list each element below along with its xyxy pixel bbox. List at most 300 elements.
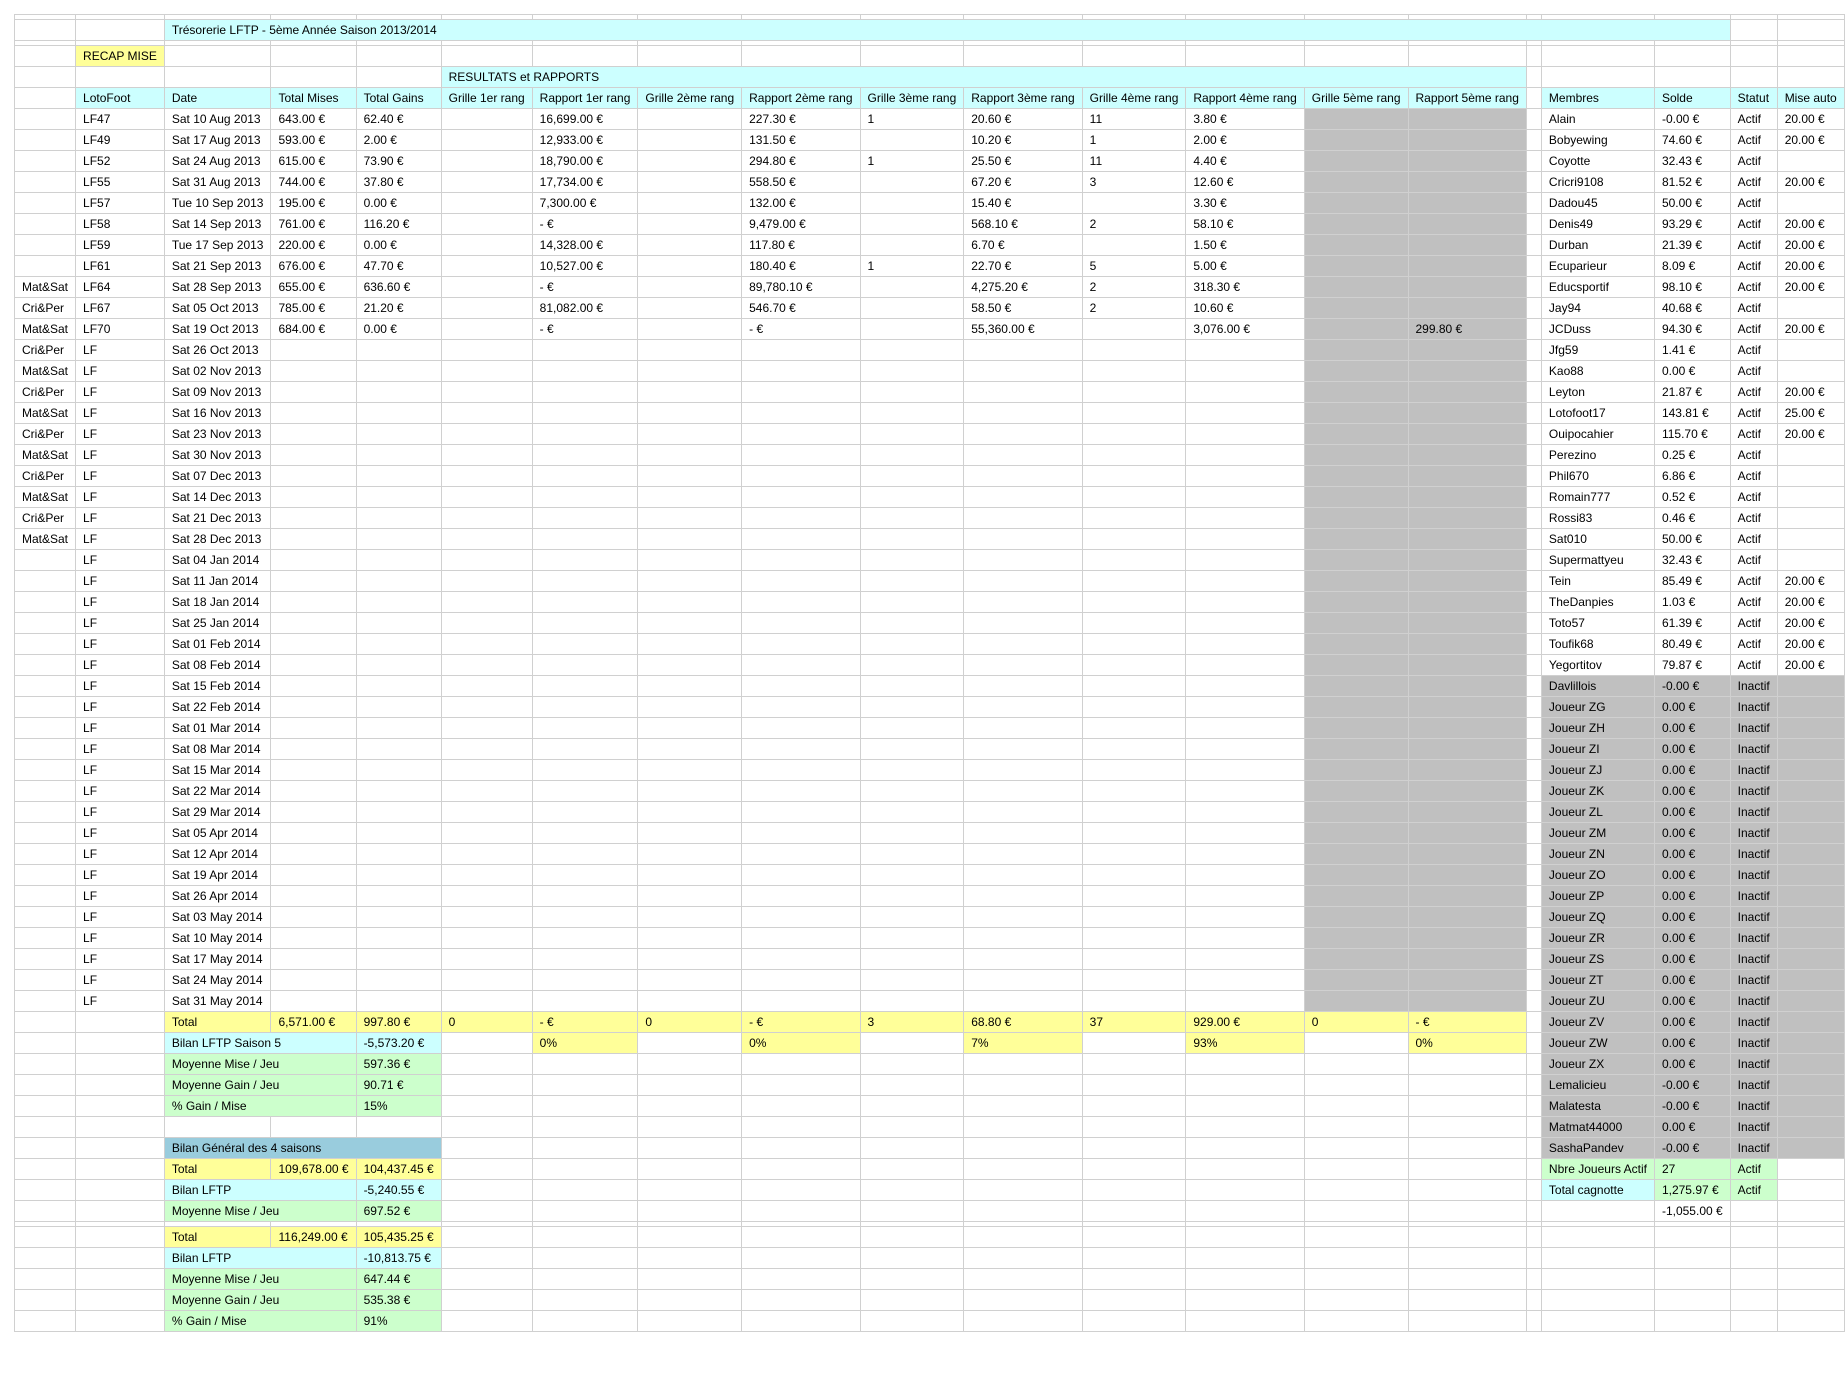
rapport1-cell[interactable] <box>532 655 638 676</box>
cell[interactable] <box>1526 172 1541 193</box>
rapport5-cell[interactable] <box>1408 130 1526 151</box>
cell[interactable] <box>638 1117 742 1138</box>
rapport2-cell[interactable] <box>742 697 860 718</box>
cell[interactable] <box>1304 1290 1408 1311</box>
bilan-saison-label[interactable]: Bilan LFTP Saison 5 <box>164 1033 356 1054</box>
member-statut[interactable]: Inactif <box>1730 1117 1777 1138</box>
member-statut[interactable]: Inactif <box>1730 907 1777 928</box>
rapport1-cell[interactable] <box>532 907 638 928</box>
date-cell[interactable]: Sat 08 Feb 2014 <box>164 655 271 676</box>
member-solde[interactable]: 0.00 € <box>1654 970 1730 991</box>
cell[interactable] <box>1186 1269 1304 1290</box>
group-cell[interactable] <box>15 130 76 151</box>
rapport3-cell[interactable] <box>964 991 1082 1012</box>
grille3-cell[interactable] <box>860 403 964 424</box>
rapport2-cell[interactable] <box>742 634 860 655</box>
cell[interactable] <box>1304 1201 1408 1222</box>
group-cell[interactable] <box>15 823 76 844</box>
rapport1-cell[interactable] <box>532 382 638 403</box>
cell[interactable] <box>1526 340 1541 361</box>
member-solde[interactable]: 0.00 € <box>1654 991 1730 1012</box>
cell[interactable] <box>76 1117 165 1138</box>
date-cell[interactable]: Sat 19 Apr 2014 <box>164 865 271 886</box>
cell[interactable] <box>441 1227 532 1248</box>
cell[interactable] <box>1526 361 1541 382</box>
rapport5-cell[interactable] <box>1408 592 1526 613</box>
rapport2-cell[interactable] <box>742 718 860 739</box>
rapport4-cell[interactable]: 1.50 € <box>1186 235 1304 256</box>
member-mise-auto[interactable] <box>1777 949 1844 970</box>
date-cell[interactable]: Sat 03 May 2014 <box>164 907 271 928</box>
date-cell[interactable]: Sat 14 Dec 2013 <box>164 487 271 508</box>
mises-cell[interactable]: 655.00 € <box>271 277 356 298</box>
lotofoot-cell[interactable]: LF <box>76 424 165 445</box>
grille4-cell[interactable] <box>1082 403 1186 424</box>
grille1-cell[interactable] <box>441 676 532 697</box>
date-cell[interactable]: Sat 22 Mar 2014 <box>164 781 271 802</box>
rapport2-cell[interactable]: 180.40 € <box>742 256 860 277</box>
general-total-gains[interactable]: 104,437.45 € <box>356 1159 441 1180</box>
rapport2-cell[interactable] <box>742 676 860 697</box>
rapport4-cell[interactable]: 5.00 € <box>1186 256 1304 277</box>
gains-cell[interactable] <box>356 340 441 361</box>
grille5-cell[interactable] <box>1304 298 1408 319</box>
gains-cell[interactable]: 0.00 € <box>356 193 441 214</box>
extra-value[interactable]: -1,055.00 € <box>1654 1201 1730 1222</box>
cell[interactable] <box>742 1159 860 1180</box>
grille1-cell[interactable] <box>441 361 532 382</box>
rapport3-cell[interactable]: 25.50 € <box>964 151 1082 172</box>
member-statut[interactable]: Inactif <box>1730 697 1777 718</box>
member-statut[interactable]: Inactif <box>1730 823 1777 844</box>
member-mise-auto[interactable]: 20.00 € <box>1777 319 1844 340</box>
rapport4-cell[interactable] <box>1186 928 1304 949</box>
rapport2-cell[interactable]: 132.00 € <box>742 193 860 214</box>
cell[interactable] <box>1082 1201 1186 1222</box>
total-r1[interactable]: - € <box>532 1012 638 1033</box>
cell[interactable] <box>15 1096 76 1117</box>
lotofoot-cell[interactable]: LF <box>76 907 165 928</box>
grille3-cell[interactable] <box>860 739 964 760</box>
rapport3-cell[interactable] <box>964 382 1082 403</box>
grille1-cell[interactable] <box>441 655 532 676</box>
rapport2-cell[interactable] <box>742 739 860 760</box>
member-solde[interactable]: 115.70 € <box>1654 424 1730 445</box>
member-solde[interactable]: 94.30 € <box>1654 319 1730 340</box>
cell[interactable] <box>964 1311 1082 1332</box>
rapport4-cell[interactable] <box>1186 508 1304 529</box>
cell[interactable] <box>76 1180 165 1201</box>
member-mise-auto[interactable] <box>1777 529 1844 550</box>
member-solde[interactable]: 0.25 € <box>1654 445 1730 466</box>
member-mise-auto[interactable]: 20.00 € <box>1777 172 1844 193</box>
date-cell[interactable]: Sat 22 Feb 2014 <box>164 697 271 718</box>
gains-cell[interactable] <box>356 991 441 1012</box>
cell[interactable] <box>742 1269 860 1290</box>
member-statut[interactable]: Inactif <box>1730 1138 1777 1159</box>
member-name[interactable]: Joueur ZM <box>1541 823 1654 844</box>
member-solde[interactable]: 0.00 € <box>1654 697 1730 718</box>
member-name[interactable]: Toufik68 <box>1541 634 1654 655</box>
member-name[interactable]: Leyton <box>1541 382 1654 403</box>
grille1-cell[interactable] <box>441 949 532 970</box>
mises-cell[interactable]: 220.00 € <box>271 235 356 256</box>
cell[interactable] <box>638 1138 742 1159</box>
total-cagnotte-statut[interactable]: Actif <box>1730 1180 1777 1201</box>
cell[interactable] <box>638 1096 742 1117</box>
cell[interactable] <box>15 88 76 109</box>
gains-cell[interactable] <box>356 718 441 739</box>
rapport3-cell[interactable] <box>964 634 1082 655</box>
grille4-cell[interactable] <box>1082 613 1186 634</box>
grille4-cell[interactable] <box>1082 529 1186 550</box>
member-solde[interactable]: 0.00 € <box>1654 760 1730 781</box>
group-cell[interactable]: Mat&Sat <box>15 487 76 508</box>
date-cell[interactable]: Sat 08 Mar 2014 <box>164 739 271 760</box>
cell[interactable] <box>441 1096 532 1117</box>
member-solde[interactable]: 8.09 € <box>1654 256 1730 277</box>
grille1-cell[interactable] <box>441 781 532 802</box>
member-statut[interactable]: Inactif <box>1730 970 1777 991</box>
date-cell[interactable]: Sat 01 Feb 2014 <box>164 634 271 655</box>
mises-cell[interactable]: 761.00 € <box>271 214 356 235</box>
member-statut[interactable]: Actif <box>1730 277 1777 298</box>
cell[interactable] <box>1526 613 1541 634</box>
cell[interactable] <box>15 1033 76 1054</box>
rapport5-cell[interactable] <box>1408 781 1526 802</box>
rapport1-cell[interactable] <box>532 424 638 445</box>
rapport3-cell[interactable]: 15.40 € <box>964 193 1082 214</box>
grille5-cell[interactable] <box>1304 256 1408 277</box>
rapport2-cell[interactable] <box>742 529 860 550</box>
rapport5-cell[interactable] <box>1408 928 1526 949</box>
cell[interactable] <box>860 1054 964 1075</box>
rapport3-cell[interactable] <box>964 928 1082 949</box>
gains-cell[interactable] <box>356 403 441 424</box>
rapport5-cell[interactable] <box>1408 424 1526 445</box>
rapport1-cell[interactable]: 14,328.00 € <box>532 235 638 256</box>
rapport1-cell[interactable]: 7,300.00 € <box>532 193 638 214</box>
member-solde[interactable]: 0.52 € <box>1654 487 1730 508</box>
cell[interactable] <box>1082 46 1186 67</box>
member-name[interactable]: Bobyewing <box>1541 130 1654 151</box>
cell[interactable] <box>1082 1054 1186 1075</box>
cell[interactable] <box>1408 1054 1526 1075</box>
member-statut[interactable]: Actif <box>1730 214 1777 235</box>
rapport3-cell[interactable] <box>964 886 1082 907</box>
grille2-cell[interactable] <box>638 697 742 718</box>
grille5-cell[interactable] <box>1304 130 1408 151</box>
gains-cell[interactable] <box>356 928 441 949</box>
member-mise-auto[interactable] <box>1777 361 1844 382</box>
rapport1-cell[interactable] <box>532 676 638 697</box>
cell[interactable] <box>271 1117 356 1138</box>
group-cell[interactable] <box>15 907 76 928</box>
member-name[interactable]: Yegortitov <box>1541 655 1654 676</box>
cell[interactable] <box>15 1180 76 1201</box>
lotofoot-cell[interactable]: LF49 <box>76 130 165 151</box>
rapport5-cell[interactable] <box>1408 172 1526 193</box>
cell[interactable] <box>860 1248 964 1269</box>
cell[interactable] <box>532 1311 638 1332</box>
cell[interactable] <box>1730 1269 1777 1290</box>
cell[interactable] <box>1777 1248 1844 1269</box>
group-cell[interactable] <box>15 949 76 970</box>
mises-cell[interactable] <box>271 760 356 781</box>
gains-cell[interactable]: 37.80 € <box>356 172 441 193</box>
cell[interactable] <box>1526 592 1541 613</box>
cell[interactable] <box>1526 1311 1541 1332</box>
group-cell[interactable] <box>15 193 76 214</box>
date-cell[interactable]: Sat 16 Nov 2013 <box>164 403 271 424</box>
rapport2-cell[interactable] <box>742 655 860 676</box>
rapport1-cell[interactable] <box>532 928 638 949</box>
grille3-cell[interactable] <box>860 361 964 382</box>
grille5-cell[interactable] <box>1304 571 1408 592</box>
rapport5-cell[interactable] <box>1408 739 1526 760</box>
overall-stat-label[interactable]: Moyenne Mise / Jeu <box>164 1269 356 1290</box>
grille4-cell[interactable] <box>1082 592 1186 613</box>
member-statut[interactable]: Inactif <box>1730 1054 1777 1075</box>
lotofoot-cell[interactable]: LF <box>76 949 165 970</box>
header-r3[interactable]: Rapport 3ème rang <box>964 88 1082 109</box>
grille2-cell[interactable] <box>638 487 742 508</box>
grille3-cell[interactable] <box>860 949 964 970</box>
rapport2-cell[interactable] <box>742 823 860 844</box>
grille4-cell[interactable] <box>1082 340 1186 361</box>
saison-stat-label[interactable]: Moyenne Mise / Jeu <box>164 1054 356 1075</box>
cell[interactable] <box>860 1138 964 1159</box>
cell[interactable] <box>638 1180 742 1201</box>
cell[interactable] <box>964 1138 1082 1159</box>
cell[interactable] <box>1526 46 1541 67</box>
grille1-cell[interactable] <box>441 424 532 445</box>
grille4-cell[interactable]: 1 <box>1082 130 1186 151</box>
gains-cell[interactable] <box>356 466 441 487</box>
grille5-cell[interactable] <box>1304 340 1408 361</box>
member-solde[interactable]: 0.00 € <box>1654 781 1730 802</box>
header-g3[interactable]: Grille 3ème rang <box>860 88 964 109</box>
cell[interactable] <box>1408 1248 1526 1269</box>
grille1-cell[interactable] <box>441 109 532 130</box>
nbre-joueurs-value[interactable]: 27 <box>1654 1159 1730 1180</box>
cell[interactable] <box>1304 1227 1408 1248</box>
rapport5-cell[interactable] <box>1408 445 1526 466</box>
rapport3-cell[interactable] <box>964 823 1082 844</box>
cell[interactable] <box>441 46 532 67</box>
rapport4-cell[interactable] <box>1186 802 1304 823</box>
lotofoot-cell[interactable]: LF <box>76 361 165 382</box>
cell[interactable] <box>532 1159 638 1180</box>
member-name[interactable]: Denis49 <box>1541 214 1654 235</box>
overall-total-label[interactable]: Total <box>164 1227 271 1248</box>
cell[interactable] <box>742 1054 860 1075</box>
resultats-rapports-label[interactable]: RESULTATS et RAPPORTS <box>441 67 1526 88</box>
member-name[interactable]: Perezino <box>1541 445 1654 466</box>
rapport4-cell[interactable] <box>1186 823 1304 844</box>
cell[interactable] <box>638 1201 742 1222</box>
cell[interactable] <box>1408 1075 1526 1096</box>
group-cell[interactable] <box>15 718 76 739</box>
mises-cell[interactable] <box>271 970 356 991</box>
date-cell[interactable]: Sat 05 Apr 2014 <box>164 823 271 844</box>
grille5-cell[interactable] <box>1304 760 1408 781</box>
grille4-cell[interactable] <box>1082 886 1186 907</box>
member-statut[interactable]: Actif <box>1730 445 1777 466</box>
gains-cell[interactable] <box>356 949 441 970</box>
rapport1-cell[interactable] <box>532 361 638 382</box>
lotofoot-cell[interactable]: LF <box>76 697 165 718</box>
grille5-cell[interactable] <box>1304 487 1408 508</box>
cell[interactable] <box>1526 1248 1541 1269</box>
cell[interactable] <box>1408 1138 1526 1159</box>
cell[interactable] <box>1541 1269 1654 1290</box>
cell[interactable] <box>1526 991 1541 1012</box>
date-cell[interactable]: Sat 30 Nov 2013 <box>164 445 271 466</box>
member-solde[interactable]: 50.00 € <box>1654 529 1730 550</box>
grille1-cell[interactable] <box>441 508 532 529</box>
cell[interactable] <box>860 1311 964 1332</box>
member-solde[interactable]: 0.00 € <box>1654 739 1730 760</box>
member-mise-auto[interactable] <box>1777 340 1844 361</box>
rapport4-cell[interactable] <box>1186 466 1304 487</box>
cell[interactable] <box>1526 214 1541 235</box>
member-mise-auto[interactable]: 20.00 € <box>1777 214 1844 235</box>
member-name[interactable]: Lemalicieu <box>1541 1075 1654 1096</box>
rapport2-cell[interactable] <box>742 991 860 1012</box>
grille5-cell[interactable] <box>1304 403 1408 424</box>
grille3-cell[interactable] <box>860 130 964 151</box>
cell[interactable] <box>15 1012 76 1033</box>
grille4-cell[interactable] <box>1082 655 1186 676</box>
gains-cell[interactable]: 73.90 € <box>356 151 441 172</box>
cell[interactable] <box>964 1180 1082 1201</box>
cell[interactable] <box>860 1180 964 1201</box>
rapport4-cell[interactable]: 2.00 € <box>1186 130 1304 151</box>
cell[interactable] <box>638 46 742 67</box>
rapport4-cell[interactable]: 3.80 € <box>1186 109 1304 130</box>
grille5-cell[interactable] <box>1304 277 1408 298</box>
cell[interactable] <box>1654 1227 1730 1248</box>
lotofoot-cell[interactable]: LF <box>76 550 165 571</box>
member-solde[interactable]: 79.87 € <box>1654 655 1730 676</box>
cell[interactable] <box>1777 1159 1844 1180</box>
grille1-cell[interactable] <box>441 193 532 214</box>
rapport1-cell[interactable] <box>532 634 638 655</box>
member-solde[interactable]: 0.00 € <box>1654 865 1730 886</box>
general-total-label[interactable]: Total <box>164 1159 271 1180</box>
member-name[interactable]: Joueur ZN <box>1541 844 1654 865</box>
total-r3[interactable]: 68.80 € <box>964 1012 1082 1033</box>
mises-cell[interactable] <box>271 928 356 949</box>
member-mise-auto[interactable] <box>1777 802 1844 823</box>
member-mise-auto[interactable] <box>1777 1075 1844 1096</box>
grille1-cell[interactable] <box>441 697 532 718</box>
rapport2-cell[interactable] <box>742 970 860 991</box>
nbre-joueurs-statut[interactable]: Actif <box>1730 1159 1777 1180</box>
member-solde[interactable]: 81.52 € <box>1654 172 1730 193</box>
rapport3-cell[interactable] <box>964 424 1082 445</box>
gains-cell[interactable]: 2.00 € <box>356 130 441 151</box>
cell[interactable] <box>742 1096 860 1117</box>
rapport5-cell[interactable] <box>1408 340 1526 361</box>
member-solde[interactable]: 0.00 € <box>1654 1117 1730 1138</box>
mises-cell[interactable] <box>271 424 356 445</box>
rapport1-cell[interactable] <box>532 403 638 424</box>
cell[interactable] <box>1526 907 1541 928</box>
cell[interactable] <box>532 1269 638 1290</box>
cell[interactable] <box>742 1290 860 1311</box>
rapport1-cell[interactable]: - € <box>532 277 638 298</box>
gains-cell[interactable] <box>356 487 441 508</box>
rapport5-cell[interactable] <box>1408 109 1526 130</box>
rapport5-cell[interactable] <box>1408 718 1526 739</box>
rapport3-cell[interactable] <box>964 403 1082 424</box>
grille4-cell[interactable] <box>1082 361 1186 382</box>
gains-cell[interactable] <box>356 361 441 382</box>
gains-cell[interactable]: 0.00 € <box>356 235 441 256</box>
member-solde[interactable]: 0.00 € <box>1654 886 1730 907</box>
member-mise-auto[interactable] <box>1777 697 1844 718</box>
member-mise-auto[interactable] <box>1777 1117 1844 1138</box>
lotofoot-cell[interactable]: LF <box>76 739 165 760</box>
cell[interactable] <box>1526 67 1541 88</box>
grille3-cell[interactable] <box>860 844 964 865</box>
rapport5-cell[interactable] <box>1408 949 1526 970</box>
group-cell[interactable] <box>15 235 76 256</box>
header-r4[interactable]: Rapport 4ème rang <box>1186 88 1304 109</box>
cell[interactable] <box>15 46 76 67</box>
member-solde[interactable]: 0.00 € <box>1654 1012 1730 1033</box>
grille1-cell[interactable] <box>441 718 532 739</box>
rapport3-cell[interactable]: 568.10 € <box>964 214 1082 235</box>
rapport2-cell[interactable]: 294.80 € <box>742 151 860 172</box>
member-statut[interactable]: Actif <box>1730 613 1777 634</box>
grille3-cell[interactable] <box>860 466 964 487</box>
group-cell[interactable] <box>15 256 76 277</box>
total-g2[interactable]: 0 <box>638 1012 742 1033</box>
cell[interactable] <box>76 1054 165 1075</box>
grille5-cell[interactable] <box>1304 655 1408 676</box>
member-statut[interactable]: Inactif <box>1730 1075 1777 1096</box>
mises-cell[interactable] <box>271 823 356 844</box>
grille4-cell[interactable] <box>1082 445 1186 466</box>
saison-stat-value[interactable]: 15% <box>356 1096 441 1117</box>
saison-stat-value[interactable]: 597.36 € <box>356 1054 441 1075</box>
cell[interactable] <box>1777 67 1844 88</box>
gains-cell[interactable] <box>356 697 441 718</box>
group-cell[interactable]: Mat&Sat <box>15 445 76 466</box>
header-total-gains[interactable]: Total Gains <box>356 88 441 109</box>
mises-cell[interactable] <box>271 655 356 676</box>
general-bilan-label[interactable]: Bilan LFTP <box>164 1180 356 1201</box>
rapport2-cell[interactable]: 117.80 € <box>742 235 860 256</box>
header-g1[interactable]: Grille 1er rang <box>441 88 532 109</box>
cell[interactable] <box>964 1248 1082 1269</box>
cell[interactable] <box>638 1054 742 1075</box>
mises-cell[interactable] <box>271 571 356 592</box>
grille2-cell[interactable] <box>638 823 742 844</box>
cell[interactable] <box>1654 1269 1730 1290</box>
rapport4-cell[interactable] <box>1186 445 1304 466</box>
lotofoot-cell[interactable]: LF <box>76 382 165 403</box>
member-name[interactable]: Joueur ZP <box>1541 886 1654 907</box>
grille5-cell[interactable] <box>1304 550 1408 571</box>
total-g5[interactable]: 0 <box>1304 1012 1408 1033</box>
cell[interactable] <box>1526 1117 1541 1138</box>
rapport3-cell[interactable] <box>964 697 1082 718</box>
cell[interactable] <box>638 1075 742 1096</box>
